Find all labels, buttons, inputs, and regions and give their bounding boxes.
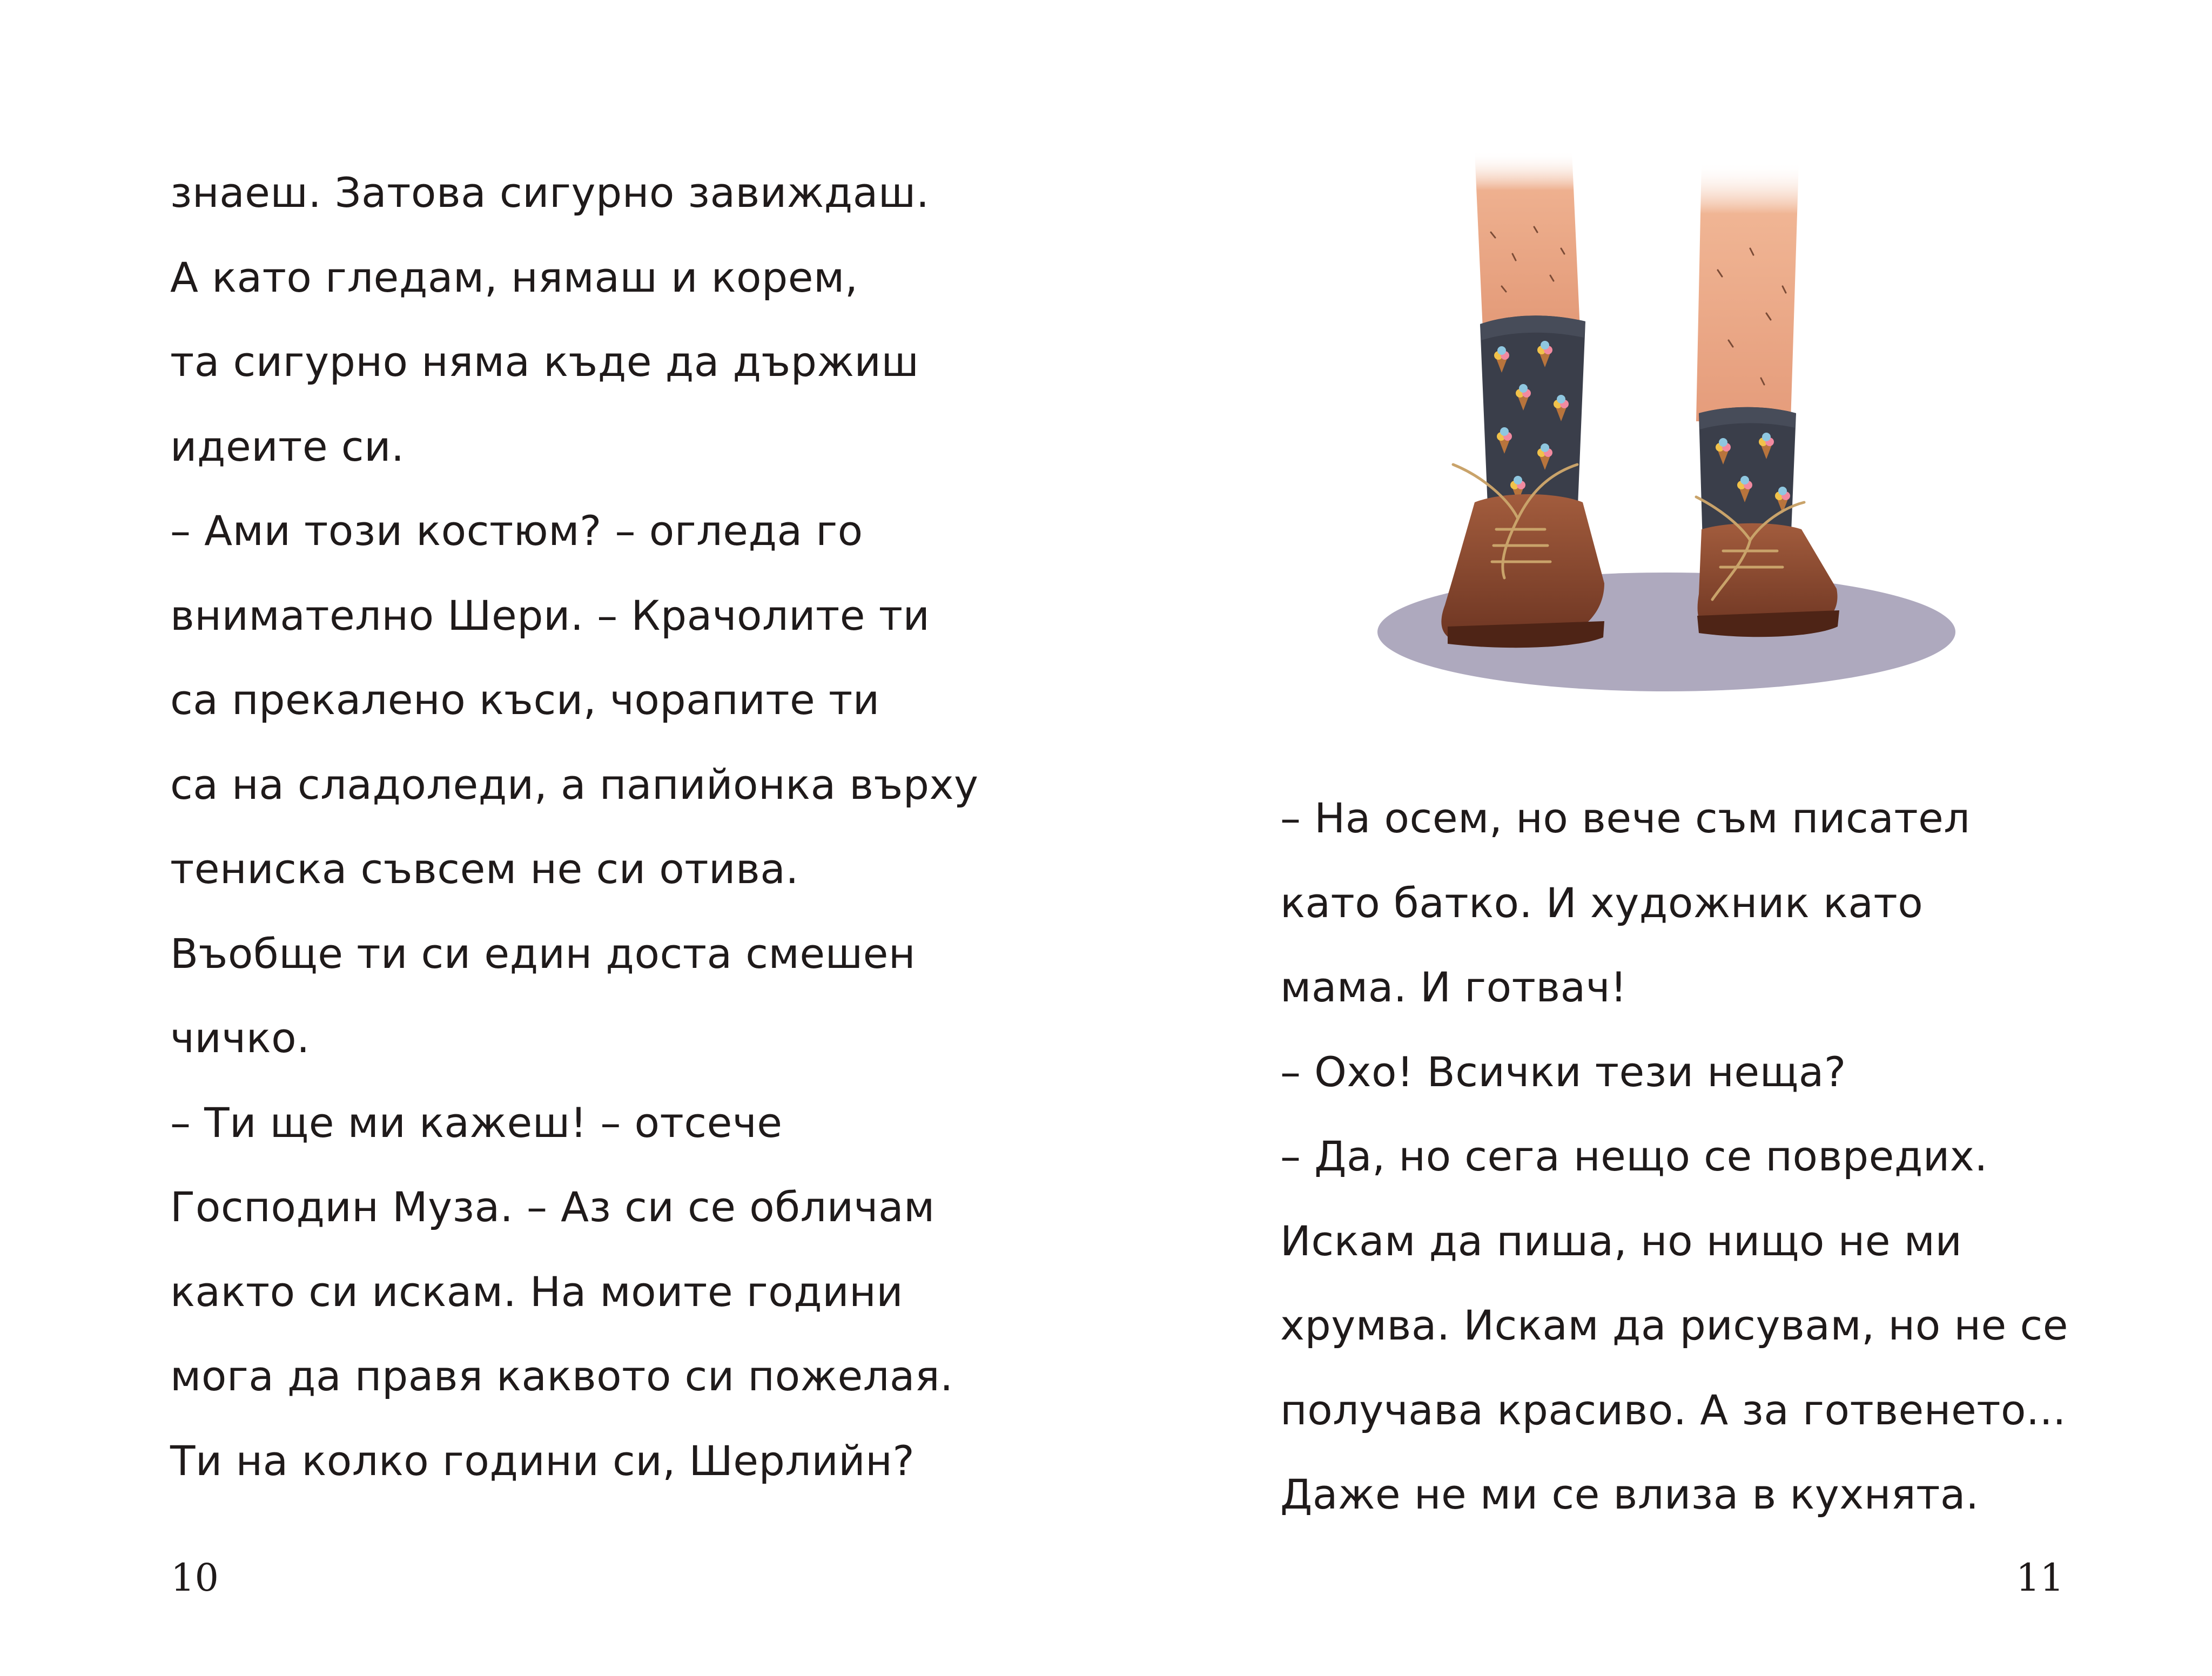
- text-line: мога да правя каквото си пожелая.: [170, 1352, 953, 1400]
- text-line: та сигурно няма къде да държиш: [170, 338, 919, 386]
- text-line: са прекалено къси, чорапите ти: [170, 676, 880, 724]
- text-line: – Охо! Всички тези неща?: [1280, 1047, 1846, 1096]
- legs-in-socks-illustration: [1372, 151, 1961, 718]
- text-line: са на сладоледи, а папийонка върху: [170, 760, 979, 809]
- text-line: като батко. И художник като: [1280, 878, 1924, 927]
- text-line: Даже не ми се влиза в кухнята.: [1280, 1470, 1979, 1518]
- page-number-right: 11: [2016, 1556, 2065, 1600]
- text-line: – Ами този костюм? – огледа го: [170, 507, 863, 555]
- text-line: както си искам. На моите години: [170, 1267, 904, 1316]
- left-page-text: [170, 151, 978, 1503]
- text-line: – На осем, но вече съм писател: [1280, 794, 1971, 842]
- text-line: тениска съвсем не си отива.: [170, 845, 799, 893]
- text-line: мама. И готвач!: [1280, 963, 1628, 1011]
- text-line: Искам да пиша, но нищо не ми: [1280, 1216, 1962, 1265]
- right-leg: [1696, 162, 1799, 421]
- text-line: получава красиво. А за готвенето...: [1280, 1385, 2066, 1434]
- text-line: А като гледам, нямаш и корем,: [170, 253, 858, 301]
- text-line: чичко.: [170, 1014, 310, 1062]
- text-line: хрумва. Искам да рисувам, но не се: [1280, 1301, 2068, 1349]
- text-line: Ти на колко години си, Шерлийн?: [170, 1436, 915, 1485]
- text-line: – Ти ще ми кажеш! – отсече: [170, 1098, 783, 1147]
- text-line: – Да, но сега нещо се повредих.: [1280, 1132, 1988, 1180]
- text-line: Господин Муза. – Аз си се обличам: [170, 1183, 935, 1231]
- text-line: знаеш. Затова сигурно завиждаш.: [170, 169, 930, 217]
- text-line: идеите си.: [170, 422, 405, 470]
- text-line: Въобще ти си един доста смешен: [170, 929, 916, 978]
- left-leg: [1475, 151, 1580, 329]
- text-line: внимателно Шери. – Крачолите ти: [170, 591, 930, 640]
- right-page-text: [1280, 776, 2068, 1537]
- left-shoe: [1441, 494, 1604, 643]
- page-number-left: 10: [171, 1556, 219, 1600]
